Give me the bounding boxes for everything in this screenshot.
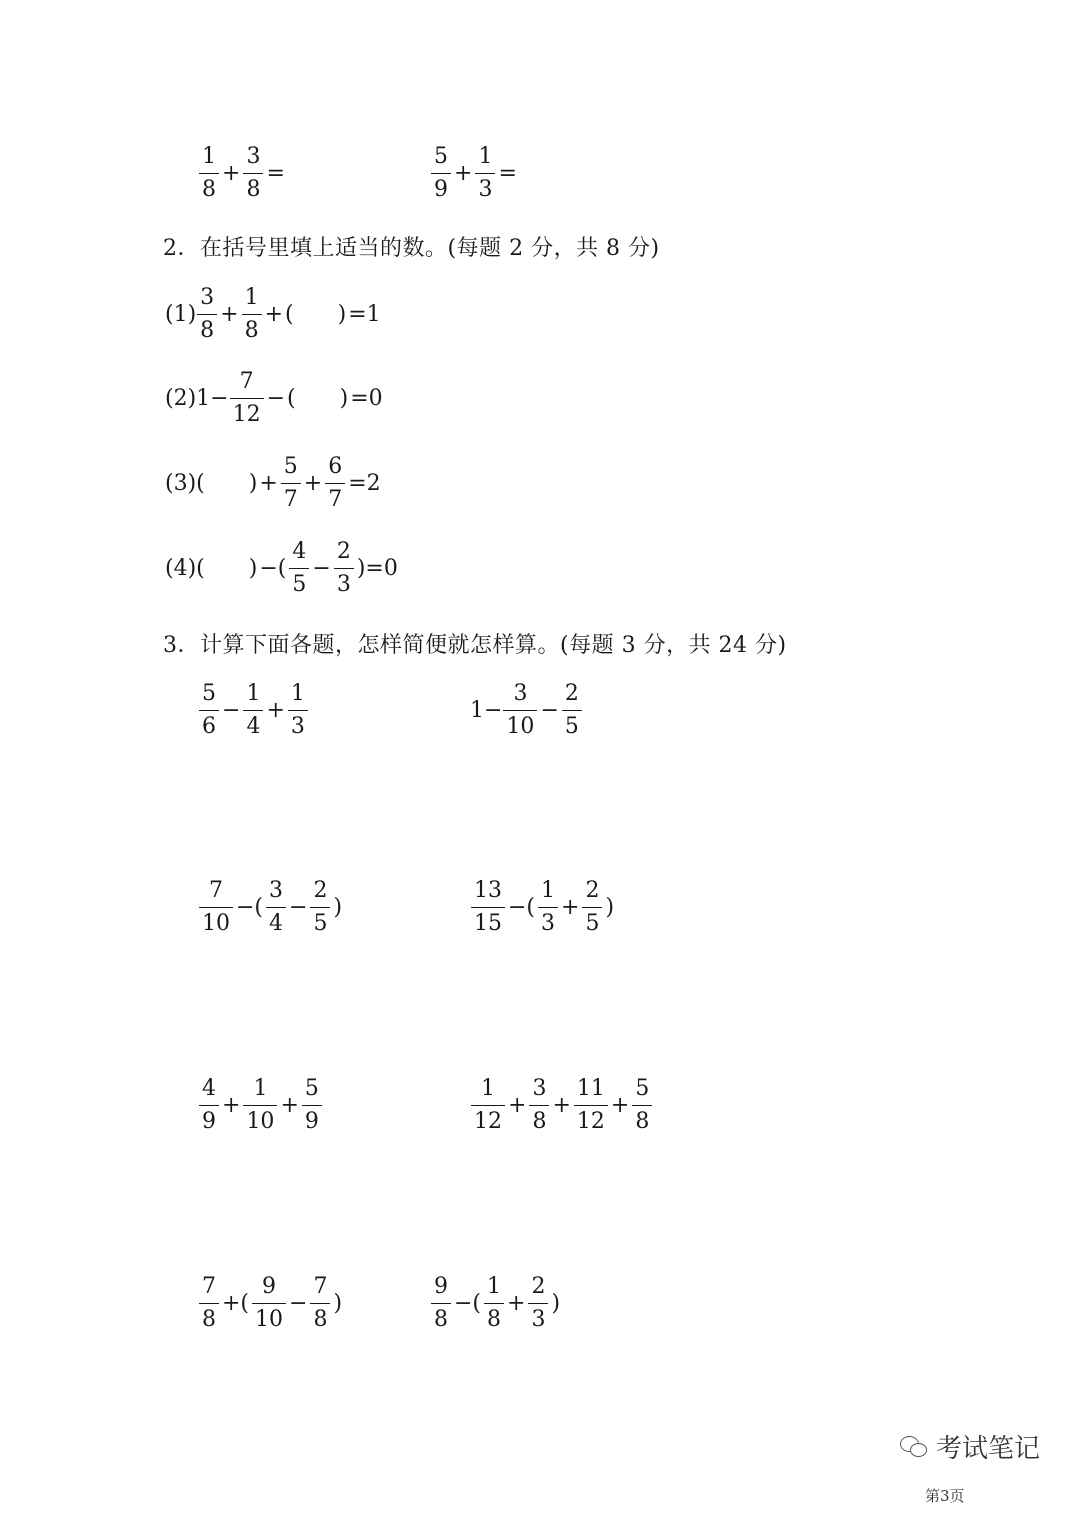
fraction: $\frac{1}{3}$ (538, 880, 558, 935)
fraction: $\frac{3}{8}$ (197, 287, 217, 342)
q2-item-1: (1) $\frac{3}{8}$ + $\frac{1}{8}$ + ( ) =1 (165, 285, 381, 343)
page-number: 第3页 (925, 1487, 965, 1505)
fraction: $\frac{1}{8}$ (199, 146, 219, 201)
question-2-heading: 2．在括号里填上适当的数。(每题 2 分，共 8 分) (163, 236, 660, 261)
fraction: $\frac{7}{10}$ (199, 880, 233, 935)
q3-problem-1: $\frac{5}{6}$ − $\frac{1}{4}$ + $\frac{1}{3}$ (198, 683, 309, 738)
fraction: $\frac{2}{5}$ (582, 880, 602, 935)
fraction: $\frac{1}{8}$ (242, 287, 262, 342)
top-expression-a: $\frac{1}{8}$ + $\frac{3}{8}$ = (198, 146, 287, 201)
answer-blank[interactable]: ( ) (287, 385, 349, 411)
top-expression-b: $\frac{5}{9}$ + $\frac{1}{3}$ = (430, 146, 519, 201)
fraction: $\frac{11}{12}$ (574, 1078, 608, 1133)
fraction: $\frac{2}{3}$ (334, 541, 354, 596)
fraction: $\frac{1}{3}$ (288, 683, 308, 738)
fraction: $\frac{9}{10}$ (252, 1276, 286, 1331)
fraction: $\frac{2}{5}$ (310, 880, 330, 935)
fraction: $\frac{9}{8}$ (431, 1276, 451, 1331)
answer-blank[interactable]: ( ) (196, 470, 258, 496)
fraction: $\frac{3}{10}$ (503, 683, 537, 738)
fraction: $\frac{5}{6}$ (199, 683, 219, 738)
wechat-icon (900, 1436, 928, 1458)
q3-problem-5: $\frac{4}{9}$ + $\frac{1}{10}$ + $\frac{5}{9}$ (198, 1078, 323, 1133)
fraction: $\frac{2}{3}$ (528, 1276, 548, 1331)
fraction: $\frac{7}{8}$ (199, 1276, 219, 1331)
fraction: $\frac{7}{8}$ (310, 1276, 330, 1331)
q2-item-3: (3) ( ) + $\frac{5}{7}$ + $\frac{6}{7}$ =2 (165, 454, 381, 512)
q2-item-4: (4) ( ) −( $\frac{4}{5}$ − $\frac{2}{3}$ )=0 (165, 539, 398, 597)
fraction: $\frac{1}{12}$ (471, 1078, 505, 1133)
fraction: $\frac{5}{8}$ (632, 1078, 652, 1133)
fraction: $\frac{3}{8}$ (243, 146, 263, 201)
fraction: $\frac{1}{8}$ (484, 1276, 504, 1331)
watermark-text: 考试笔记 (936, 1434, 1041, 1464)
fraction: $\frac{3}{8}$ (529, 1078, 549, 1133)
q3-problem-6: $\frac{1}{12}$ + $\frac{3}{8}$ + $\frac{11}{12}$ + $\frac{5}{8}$ (470, 1078, 653, 1133)
fraction: $\frac{1}{3}$ (475, 146, 495, 201)
q3-problem-7: $\frac{7}{8}$ +( $\frac{9}{10}$ − $\frac{7}{8}$ ) (198, 1276, 344, 1331)
fraction: $\frac{5}{9}$ (302, 1078, 322, 1133)
q3-problem-4: $\frac{13}{15}$ −( $\frac{1}{3}$ + $\frac{2}{5}$ ) (470, 880, 616, 935)
answer-blank[interactable]: ( ) (285, 301, 347, 327)
fraction: $\frac{1}{10}$ (243, 1078, 277, 1133)
q2-item-2: (2) 1− $\frac{7}{12}$ − ( ) =0 (165, 369, 383, 427)
question-3-heading: 3．计算下面各题，怎样简便就怎样算。(每题 3 分，共 24 分) (163, 633, 787, 658)
q3-problem-3: $\frac{7}{10}$ −( $\frac{3}{4}$ − $\frac{2}{5}$ ) (198, 880, 344, 935)
fraction: $\frac{13}{15}$ (471, 880, 505, 935)
fraction: $\frac{4}{9}$ (199, 1078, 219, 1133)
fraction: $\frac{1}{4}$ (243, 683, 263, 738)
q3-problem-8: $\frac{9}{8}$ −( $\frac{1}{8}$ + $\frac{2}{3}$ ) (430, 1276, 562, 1331)
fraction: $\frac{7}{12}$ (230, 371, 264, 426)
fraction: $\frac{6}{7}$ (325, 456, 345, 511)
fraction: $\frac{5}{7}$ (281, 456, 301, 511)
fraction: $\frac{3}{4}$ (266, 880, 286, 935)
fraction: $\frac{4}{5}$ (289, 541, 309, 596)
watermark (900, 1428, 1040, 1465)
answer-blank[interactable]: ( ) (196, 555, 258, 581)
q3-problem-2: 1− $\frac{3}{10}$ − $\frac{2}{5}$ (470, 683, 583, 738)
fraction: $\frac{5}{9}$ (431, 146, 451, 201)
fraction: $\frac{2}{5}$ (562, 683, 582, 738)
